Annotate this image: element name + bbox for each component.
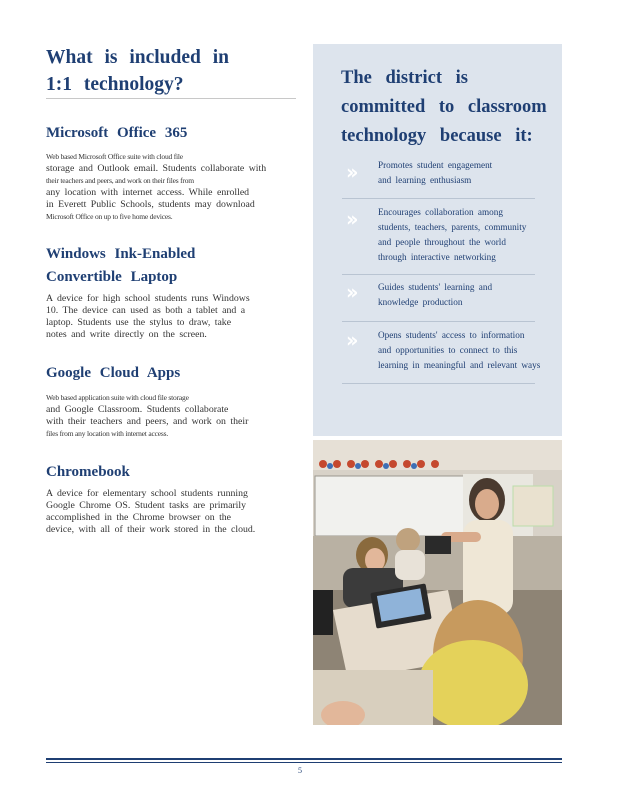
section-heading-line: Microsoft Office 365	[46, 125, 188, 141]
main-title-line-2: 1:1 technology?	[46, 74, 184, 95]
commitment-item-text	[378, 328, 540, 373]
body-line: Web based Microsoft Office suite with cloud file	[46, 152, 183, 161]
body-line: Web based application suite with cloud file storage	[46, 393, 189, 402]
body-line: storage and Outlook email. Students collaborate with	[46, 163, 267, 174]
section-heading-windows-laptop	[46, 243, 195, 289]
page-number: 5	[298, 766, 302, 775]
item-line: learning in meaningful and relevant ways	[378, 360, 541, 370]
commitment-item	[342, 280, 535, 322]
section-heading-chromebook	[46, 461, 130, 484]
commitment-item-text	[378, 205, 526, 265]
double-chevron-right-icon: ››	[346, 328, 355, 352]
main-title	[46, 44, 296, 98]
commitment-item	[342, 205, 535, 275]
body-line: accomplished in the Chrome browser on the	[46, 512, 232, 523]
commitment-item-text	[378, 280, 492, 310]
item-line: Promotes student engagement	[378, 160, 493, 170]
commitment-item	[342, 156, 535, 199]
section-body-windows-laptop	[46, 293, 296, 341]
item-line: students, teachers, parents, community	[378, 222, 527, 232]
section-heading-line: Google Cloud Apps	[46, 365, 181, 381]
panel-title-line: committed to classroom	[341, 97, 547, 117]
body-line: and Google Classroom. Students collaborate	[46, 404, 229, 415]
body-line: notes and write directly on the screen.	[46, 329, 207, 340]
body-line: A device for elementary school students running	[46, 488, 248, 499]
body-line: 10. The device can used as both a tablet and a	[46, 305, 246, 316]
section-heading-office365	[46, 122, 187, 145]
body-line: with their teachers and peers, and work on their	[46, 416, 249, 427]
section-heading-line: Convertible Laptop	[46, 269, 178, 285]
item-line: and learning enthusiasm	[378, 175, 472, 185]
item-line: Encourages collaboration among	[378, 207, 503, 217]
item-line: knowledge production	[378, 297, 463, 307]
section-body-google-cloud	[46, 392, 296, 440]
double-chevron-right-icon: ››	[346, 280, 355, 304]
footer-rule	[46, 762, 562, 763]
panel-title-line: The district is	[341, 68, 468, 88]
body-line: their teachers and peers, and work on their files from	[46, 176, 194, 185]
title-divider	[46, 98, 296, 99]
section-body-office365	[46, 151, 296, 223]
commitment-item	[342, 328, 541, 384]
item-line: and opportunities to connect to this	[378, 345, 518, 355]
body-line: Google Chrome OS. Student tasks are primarily	[46, 500, 247, 511]
panel-title-line: technology because it:	[341, 126, 533, 146]
classroom-photo	[313, 440, 562, 725]
section-heading-google-cloud	[46, 362, 180, 385]
item-line: and people throughout the world	[378, 237, 506, 247]
body-line: device, with all of their work stored in the cloud.	[46, 524, 256, 535]
body-line: in Everett Public Schools, students may download	[46, 199, 255, 210]
double-chevron-right-icon: ››	[346, 160, 355, 184]
body-line: laptop. Students use the stylus to draw, take	[46, 317, 232, 328]
item-line: through interactive networking	[378, 252, 496, 262]
body-line: A device for high school students runs Windows	[46, 293, 250, 304]
item-line: Guides students' learning and	[378, 282, 493, 292]
section-heading-line: Chromebook	[46, 464, 130, 480]
item-line: Opens students' access to information	[378, 330, 525, 340]
double-chevron-right-icon: ››	[346, 207, 355, 231]
section-body-chromebook	[46, 488, 296, 536]
body-line: files from any location with internet access.	[46, 429, 168, 438]
footer-rule	[46, 758, 562, 760]
panel-title	[341, 64, 551, 151]
body-line: any location with internet access. While enrolled	[46, 187, 250, 198]
body-line: Microsoft Office on up to five home devices.	[46, 212, 173, 221]
commitment-item-text	[378, 158, 492, 188]
section-heading-line: Windows Ink-Enabled	[46, 246, 196, 262]
main-title-line-1: What is included in	[46, 47, 230, 68]
